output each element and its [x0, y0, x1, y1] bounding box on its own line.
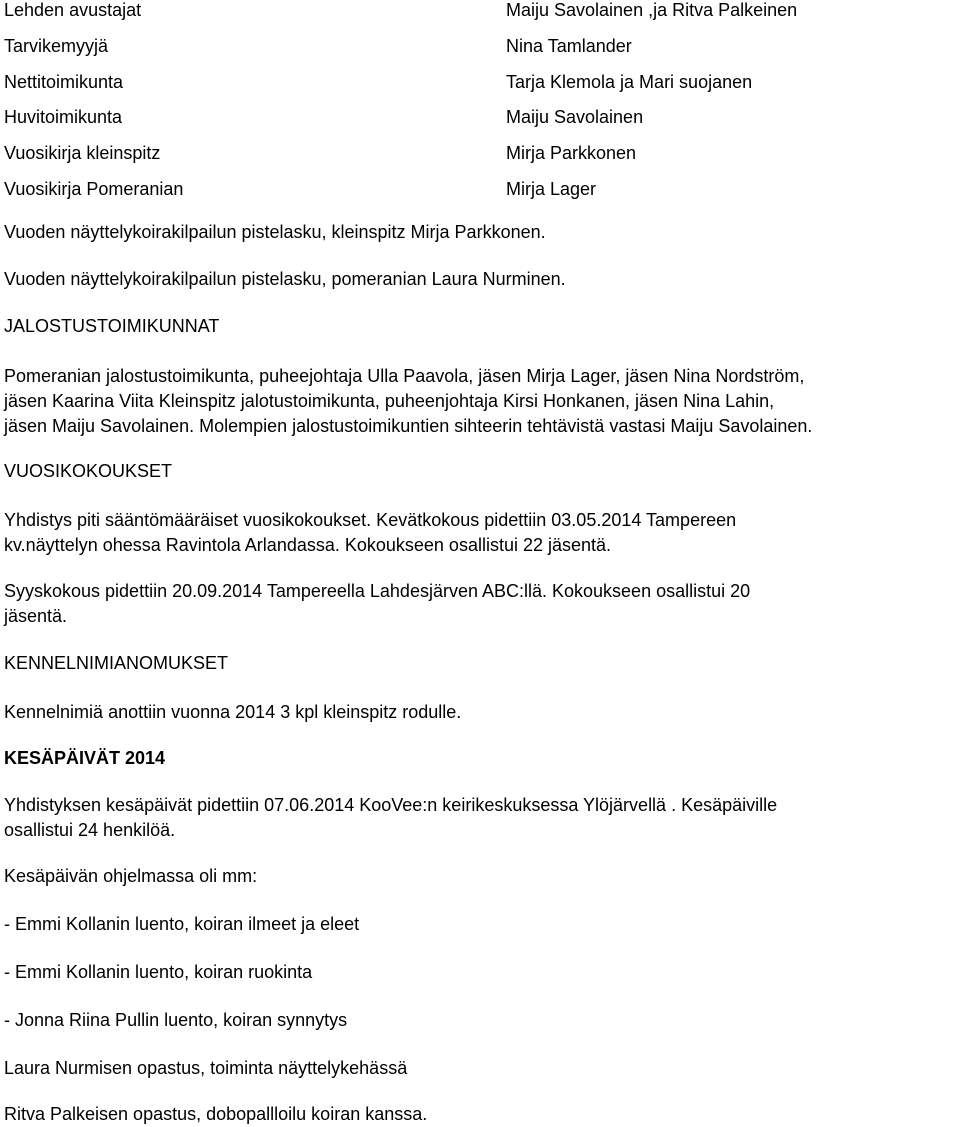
pistelasku-kleinspitz: Vuoden näyttelykoirakilpailun pistelasku, kleinspitz Mirja Parkkonen. — [4, 222, 546, 242]
program-item: Laura Nurmisen opastus, toiminta näyttelykehässä — [4, 1058, 408, 1078]
role-person: Mirja Lager — [506, 178, 597, 199]
role-person: Maiju Savolainen — [506, 107, 644, 128]
vuosikokoukset-line: Yhdistys piti sääntömääräiset vuosikokoukset. Kevätkokous pidettiin 03.05.2014 Tampereen — [4, 510, 737, 530]
program-item: - Emmi Kollanin luento, koiran ilmeet ja eleet — [4, 914, 360, 934]
role-title: Vuosikirja kleinspitz — [4, 143, 161, 164]
role-row — [4, 70, 954, 106]
role-person: Tarja Klemola ja Mari suojanen — [506, 71, 753, 92]
jalostus-line: Pomeranian jalostustoimikunta, puheejohtaja Ulla Paavola, jäsen Mirja Lager, jäsen Nina Nordström, — [4, 366, 805, 386]
kennelnimi-heading: KENNELNIMIANOMUKSET — [4, 653, 229, 673]
role-row — [4, 141, 954, 177]
role-title: Nettitoimikunta — [4, 71, 124, 92]
role-person: Maiju Savolainen ,ja Ritva Palkeinen — [506, 0, 798, 20]
role-title: Huvitoimikunta — [4, 107, 123, 128]
kesapaivat-line: osallistui 24 henkilöä. — [4, 820, 176, 840]
vuosikokoukset-line: jäsentä. — [4, 606, 68, 626]
program-intro: Kesäpäivän ohjelmassa oli mm: — [4, 866, 258, 886]
role-person: Mirja Parkkonen — [506, 143, 637, 164]
role-row — [4, 0, 954, 34]
roles-table — [4, 0, 954, 213]
vuosikokoukset-line: kv.näyttelyn ohessa Ravintola Arlandassa. Kokoukseen osallistui 22 jäsentä. — [4, 535, 612, 555]
role-person: Nina Tamlander — [506, 35, 632, 56]
kesapaivat-heading: KESÄPÄIVÄT 2014 — [4, 748, 166, 768]
role-row — [4, 34, 954, 70]
program-item: - Emmi Kollanin luento, koiran ruokinta — [4, 962, 313, 982]
role-row — [4, 177, 954, 213]
role-title: Lehden avustajat — [4, 0, 142, 20]
pistelasku-pomeranian: Vuoden näyttelykoirakilpailun pistelasku, pomeranian Laura Nurminen. — [4, 269, 566, 289]
kesapaivat-line: Yhdistyksen kesäpäivät pidettiin 07.06.2014 KooVee:n keirikeskuksessa Ylöjärvellä . Kesäpäiville — [4, 795, 778, 815]
role-row — [4, 105, 954, 141]
role-title: Tarvikemyyjä — [4, 35, 109, 56]
vuosikokoukset-heading: VUOSIKOKOUKSET — [4, 461, 173, 481]
jalostus-line: jäsen Kaarina Viita Kleinspitz jalotustoimikunta, puheenjohtaja Kirsi Honkanen, jäsen Nina Lahin, — [4, 391, 775, 411]
jalostus-heading: JALOSTUSTOIMIKUNNAT — [4, 316, 220, 336]
kennelnimi-text: Kennelnimiä anottiin vuonna 2014 3 kpl kleinspitz rodulle. — [4, 702, 462, 722]
role-title: Vuosikirja Pomeranian — [4, 178, 184, 199]
vuosikokoukset-line: Syyskokous pidettiin 20.09.2014 Tampereella Lahdesjärven ABC:llä. Kokoukseen osallistui 20 — [4, 581, 751, 601]
program-item: - Jonna Riina Pullin luento, koiran synnytys — [4, 1010, 348, 1030]
program-item: Ritva Palkeisen opastus, dobopallloilu koiran kanssa. — [4, 1104, 428, 1124]
jalostus-line: jäsen Maiju Savolainen. Molempien jalostustoimikuntien sihteerin tehtävistä vastasi Maiju Savolainen. — [4, 416, 813, 436]
